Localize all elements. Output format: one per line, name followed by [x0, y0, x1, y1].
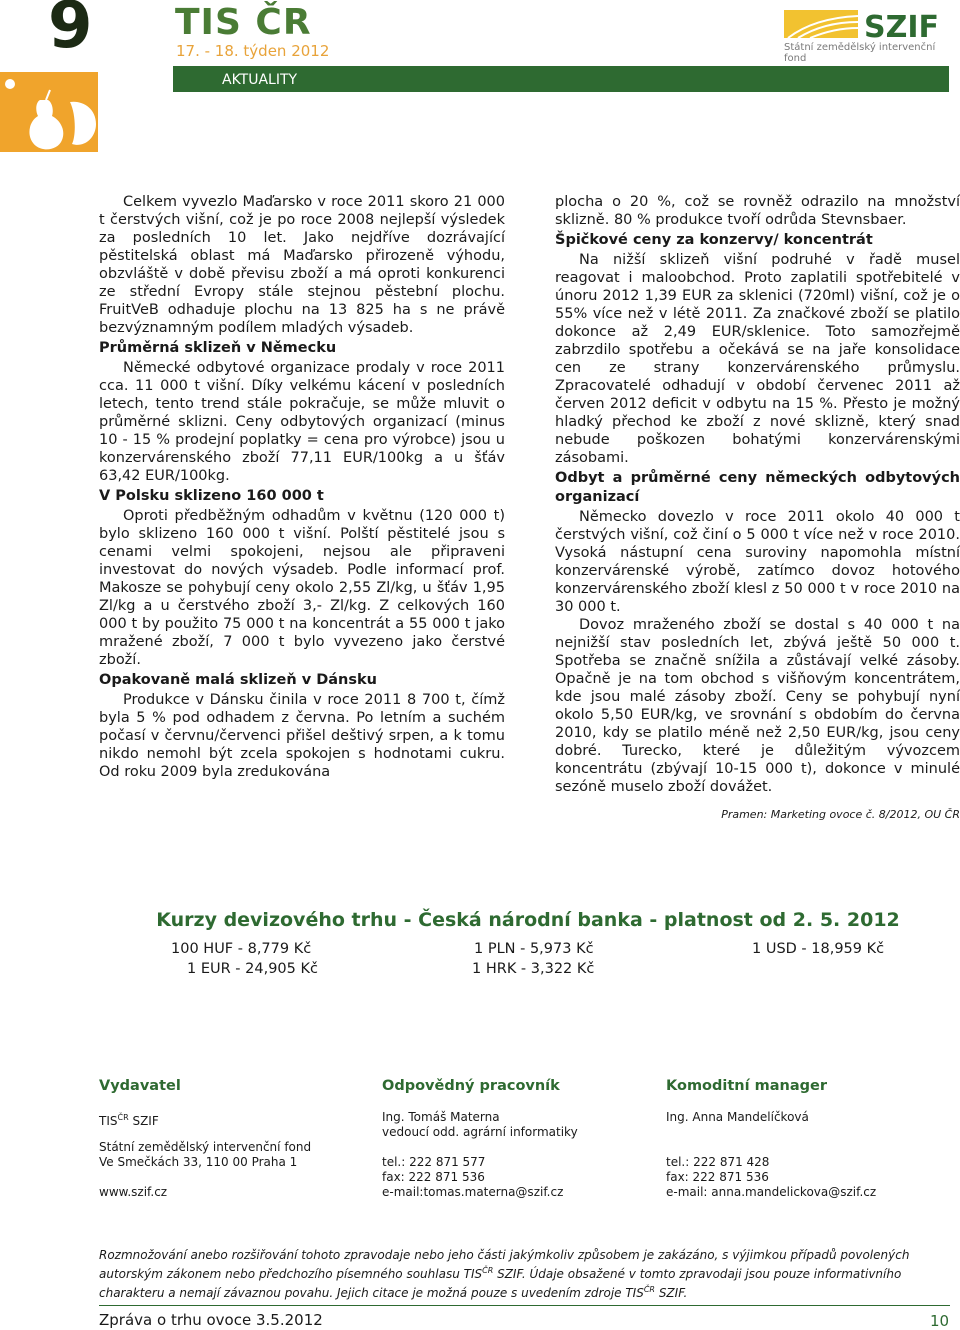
publisher-name: $TIS^{ČR}$ SZIF	[99, 1113, 159, 1128]
report-name: Zpráva o trhu ovoce 3.5.2012	[99, 1311, 323, 1329]
worker-heading: Odpovědný pracovník	[382, 1078, 560, 1094]
manager-fax: fax: 222 871 536	[666, 1170, 769, 1184]
week-subtitle: 17. - 18. týden 2012	[176, 42, 330, 60]
heading-prices: Špičkové ceny za konzervy/ koncentrát	[555, 232, 873, 248]
paragraph-sales-2: Dovoz mraženého zboží se dostal s 40 000 t na nejnižší stav posledních let, zbývá ještě 50 000 t. Spotřeba se značně snížila a zůstávají velké zásoby. Opačně je na tom obchod s višňovým koncentrátem, kde jsou malé zásoby zboží. Ceny se pohybují nyní okolo 5,50 EUR/kg, ve srovnání s obdobím do června 2010, kdy se platilo méně než 2,50 EUR/kg, jsou ceny dobré. Turecko, které je důležitým vývozcem koncentrátu (zbývají 10-15 000 t), dokonce v minulé sezóně muselo zboží dovážet.	[555, 617, 960, 795]
worker-email-link[interactable]: e-mail:tomas.materna@szif.cz	[382, 1185, 564, 1199]
paragraph-denmark-cont: plocha o 20 %, což se rovněž odrazilo na množství sklizně. 80 % produkce tvoří odrůda Stevnsbaer.	[555, 194, 960, 228]
rate-eur: 1 EUR - 24,905 Kč	[187, 961, 318, 977]
publisher-web-link[interactable]: www.szif.cz	[99, 1185, 168, 1199]
publisher-org: Státní zemědělský intervenční fond	[99, 1140, 312, 1154]
paragraph-poland: Oproti předběžným odhadům v květnu (120 000 t) bylo sklizeno 160 000 t višní. Polští pěstitelé jsou s cenami velmi spokojeni, nejsou ale připraveni investovat do nových výsadeb. Podle informací prof. Makosze se pohybují ceny okolo 2,55 Zl/kg, u šťáv 1,95 Zl/kg a u čerstvého zboží 3,- Zl/kg. Z celkových 160 000 t by použito 75 000 t na koncentrát a 55 000 t jako mražené zboží, 7 000 t bylo vyvezeno jako čerstvé zboží.	[99, 508, 505, 668]
szif-tagline: Státní zemědělský intervenční fond	[784, 42, 936, 64]
publisher-heading: Vydavatel	[99, 1078, 181, 1094]
footer-divider	[99, 1305, 950, 1306]
rate-huf: 100 HUF - 8,779 Kč	[171, 941, 312, 957]
szif-logo-text: SZIF	[864, 10, 940, 44]
source-note: Pramen: Marketing ovoce č. 8/2012, OU ČR	[721, 808, 960, 821]
manager-email-link[interactable]: e-mail: anna.mandelickova@szif.cz	[666, 1185, 877, 1199]
rate-usd: 1 USD - 18,959 Kč	[752, 941, 885, 957]
paragraph-germany: Německé odbytové organizace prodaly v roce 2011 cca. 11 000 t višní. Díky velkému kácení v posledních letech, tento trend stále pokračuje, se může mluvit o průměrné sklizni. Ceny odbytových organizací (minus 10 - 15 % prodejní poplatky = cena pro výrobce) jsou u konzervárenského zboží 77,11 EUR/100kg a u šťáv 63,42 EUR/100kg.	[99, 360, 505, 484]
footer-page-number: 10	[930, 1312, 950, 1330]
right-column	[555, 193, 960, 796]
page-title: TIS ČR	[175, 2, 312, 43]
rate-hrk: 1 HRK - 3,322 Kč	[472, 961, 595, 977]
paragraph-sales-1: Německo dovezlo v roce 2011 okolo 40 000 t čerstvých višní, což činí o 5 000 t více než v roce 2010. Vysoká nástupní cena suroviny napomohla místní konzervárenské výrobě, zatímco dovoz hotového konzervárenského zboží klesl z 50 000 t v roce 2010 na 30 000 t.	[555, 509, 960, 615]
section-label: AKTUALITY	[222, 72, 298, 88]
rate-pln: 1 PLN - 5,973 Kč	[474, 941, 594, 957]
page-number: 9	[48, 0, 93, 63]
worker-name: Ing. Tomáš Materna	[382, 1110, 500, 1124]
worker-fax: fax: 222 871 536	[382, 1170, 485, 1184]
disclaimer: Rozmnožování anebo rozšiřování tohoto zpravodaje nebo jeho části jakýmkoliv způsobem je zakázáno, s výjimkou případů povolených autorským zákonem nebo předchozího písemného souhlasu $TIS^{ČR}$ SZIF. Údaje obsažené v tomto zpravodaji jsou pouze informativního charakteru a nemají závaznou povahu. Jejich citace je možná pouze s uvedením zdroje $TIS^{ČR}$ SZIF.	[99, 1248, 910, 1300]
heading-poland: V Polsku sklizeno 160 000 t	[99, 488, 324, 504]
rates-title: Kurzy devizového trhu - Česká národní banka - platnost od 2. 5. 2012	[156, 909, 900, 931]
worker-tel: tel.: 222 871 577	[382, 1155, 486, 1169]
paragraph-hungary: Celkem vyvezlo Maďarsko v roce 2011 skoro 21 000 t čerstvých višní, což je po roce 2008 nejlepší výsledek za posledních 10 let. Jako nejdříve dozrávající pěstitelská oblast má Maďarsko přirozeně výhodu, obzvláště v době převisu zboží a má oproti konkurenci ze střední Evropy stále stejnou pěstební plochu. FruitVeB odhaduje plochu na 13 825 ha s ne právě bezvýznamným podílem mladých výsadeb.	[99, 194, 505, 336]
manager-heading: Komoditní manager	[666, 1078, 828, 1094]
heading-sales: Odbyt a průměrné ceny německých odbytových organizací	[555, 470, 960, 505]
manager-tel: tel.: 222 871 428	[666, 1155, 770, 1169]
fruit-icon	[0, 72, 98, 152]
paragraph-prices: Na nižší sklizeň višní podruhé v řadě musel reagovat i maloobchod. Proto zaplatili spotřebitelé v únoru 2012 1,39 EUR za sklenici (720ml) višní, což je o 55% více než v létě 2011. Za značkové zboží se platilo dokonce až 2,49 EUR/sklenice. Toto samozřejmě zabrzdilo spotřebu a očekává se na jaře konsolidace cen ze strany konzervárenského průmyslu. Zpracovatelé odhadují v období červenec 2011 až červen 2012 deficit v odbytu na 15 %. Přesto je možný hladký přechod ke zboží z nové sklizně, který snad nebude poškozen bohatými konzervárenskými zásobami.	[555, 252, 960, 466]
heading-denmark: Opakovaně malá sklizeň v Dánsku	[99, 672, 377, 688]
paragraph-denmark: Produkce v Dánsku činila v roce 2011 8 700 t, čímž byla 5 % pod odhadem z června. Po letním a suchém počasí v červnu/červenci přišel deštivý srpen, a k tomu nikdo nemohl být zcela spokojen s hodnotami cukru. Od roku 2009 byla zredukována	[99, 692, 505, 780]
publisher-address: Ve Smečkách 33, 110 00 Praha 1	[99, 1155, 298, 1169]
manager-name: Ing. Anna Mandelíčková	[666, 1110, 809, 1124]
worker-role: vedoucí odd. agrární informatiky	[382, 1125, 578, 1139]
heading-germany: Průměrná sklizeň v Německu	[99, 340, 337, 356]
left-column	[99, 193, 505, 781]
szif-logo	[784, 8, 948, 44]
